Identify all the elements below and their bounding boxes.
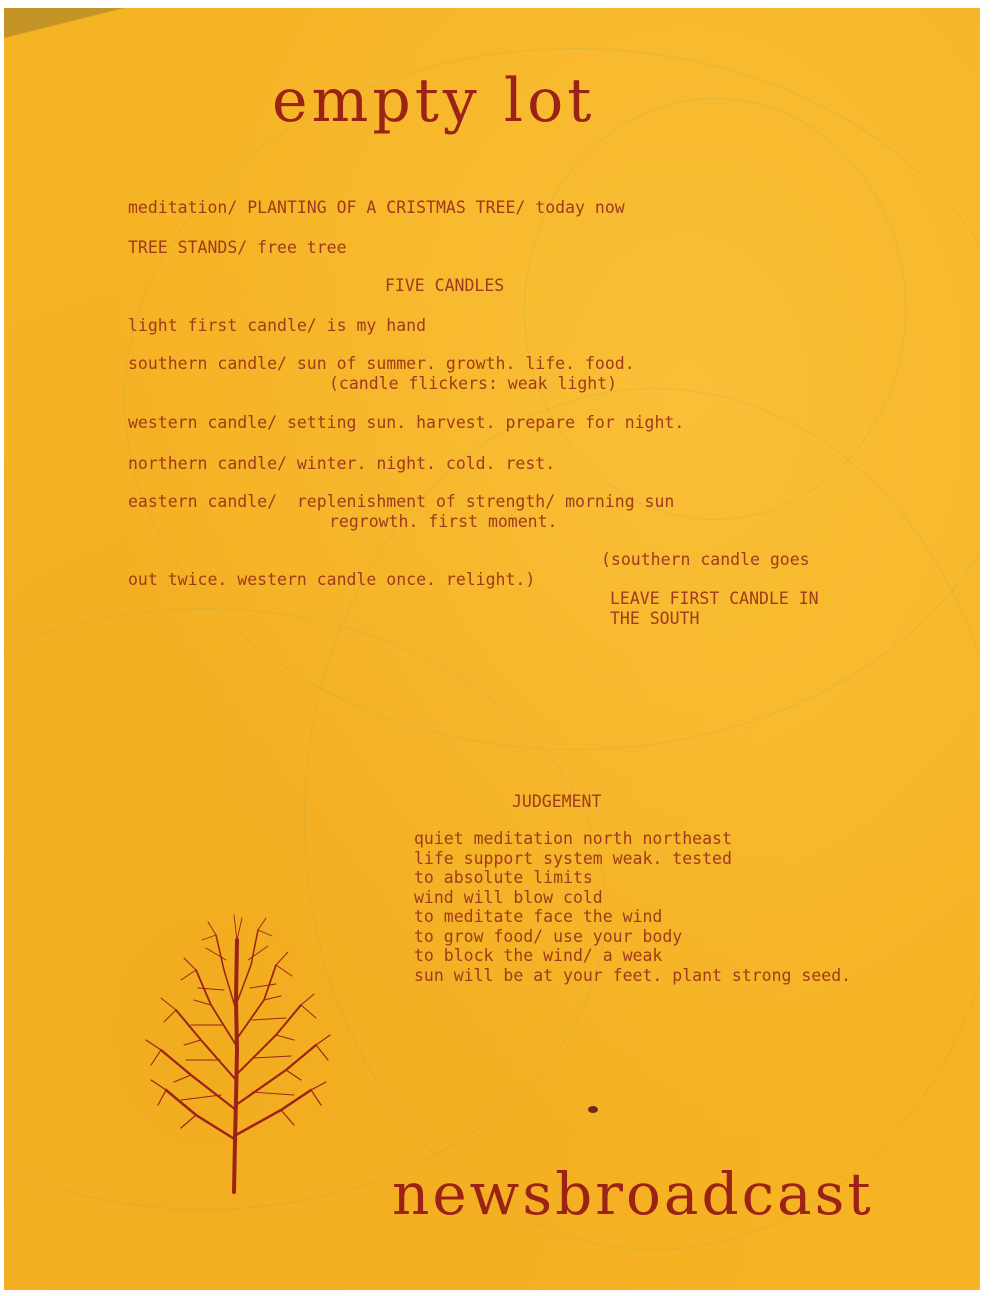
poem-line: western candle/ setting sun. harvest. prepare for night.: [128, 413, 685, 432]
poem-line: light first candle/ is my hand: [128, 316, 427, 335]
judgement-line: to grow food/ use your body: [414, 926, 683, 946]
footer-title: newsbroadcast: [392, 1160, 874, 1228]
judgement-line: sun will be at your feet. plant strong seed.: [414, 965, 852, 985]
poem-instruction: THE SOUTH: [610, 609, 700, 628]
bare-tree-icon: [136, 900, 336, 1200]
poem-line: (candle flickers: weak light): [329, 374, 618, 393]
poem-line: regrowth. first moment.: [329, 512, 558, 531]
judgement-line: quiet meditation north northeast: [414, 829, 732, 848]
judgement-line: to block the wind/ a weak: [414, 946, 663, 965]
poem-line: southern candle/ sun of summer. growth. life. food.: [128, 354, 635, 373]
poem-line: eastern candle/ replenishment of strength/ morning sun: [128, 492, 675, 511]
judgement-line: life support system weak. tested: [414, 848, 732, 868]
page-title: empty lot: [272, 66, 596, 136]
judgement-block: [414, 829, 851, 985]
judgement-line: wind will blow cold: [414, 887, 603, 907]
map-contour: [524, 98, 906, 520]
poem-note: out twice. western candle once. relight.): [128, 570, 536, 589]
poem-line: meditation/ PLANTING OF A CRISTMAS TREE/ today now: [128, 198, 625, 217]
poem-instruction: LEAVE FIRST CANDLE IN: [610, 589, 819, 608]
ink-speck: [588, 1106, 598, 1113]
poem-note: (southern candle goes: [601, 550, 810, 569]
paper-sheet: [4, 8, 980, 1290]
section-heading: FIVE CANDLES: [385, 276, 505, 295]
poem-line: northern candle/ winter. night. cold. rest.: [128, 454, 556, 473]
judgement-line: to meditate face the wind: [414, 907, 663, 926]
judgement-heading: JUDGEMENT: [512, 792, 602, 811]
poem-line: TREE STANDS/ free tree: [128, 238, 347, 257]
judgement-line: to absolute limits: [414, 868, 593, 887]
folded-corner: [4, 8, 124, 38]
